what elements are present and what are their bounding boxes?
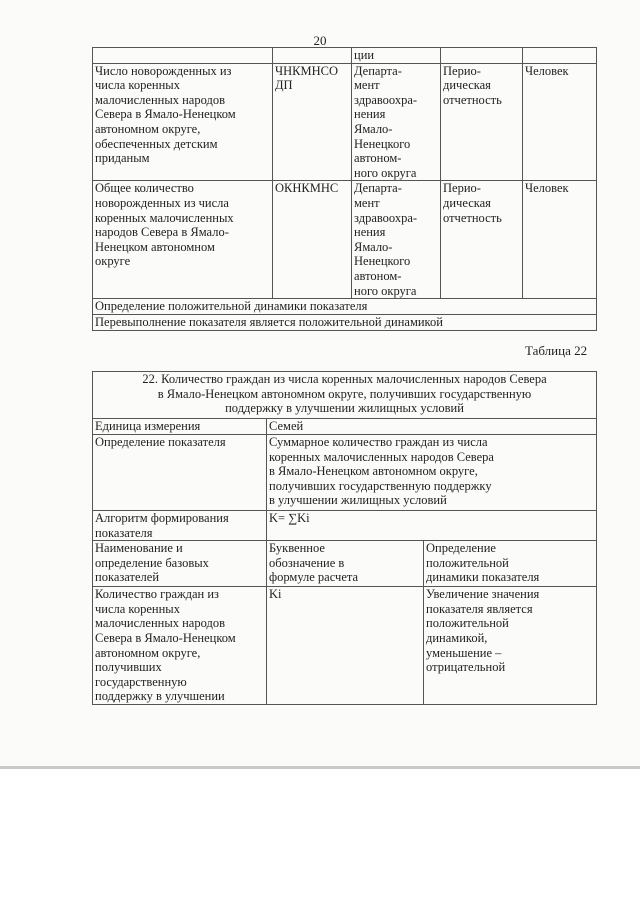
indicator-table-21 [92, 47, 597, 331]
dynamics-cell: Увеличение значения показателя является положительной динамикой, уменьшение – отрицательной [424, 587, 597, 705]
indicator-name-cell: Общее количество новорожденных из числа коренных малочисленных народов Севера в Ямало- Ненецком автономном округе [93, 181, 273, 299]
definition-value: Суммарное количество граждан из числа коренных малочисленных народов Севера в Ямало-Ненецком автономном округе, получивших государственную поддержку в улучшении жилищных условий [267, 435, 597, 511]
table-row [93, 541, 597, 587]
dynamics-text: Перевыполнение показателя является положительной динамикой [93, 315, 597, 331]
definition-label: Определение показателя [93, 435, 267, 511]
indicator-unit-cell: Человек [523, 63, 597, 181]
table-cell [523, 48, 597, 64]
page-number: 20 [313, 33, 327, 48]
column-header: Определение положительной динамики показателя [424, 541, 597, 587]
table-row [93, 372, 597, 419]
table-caption: Таблица 22 [525, 343, 588, 358]
table-cell: ции [352, 48, 441, 64]
table-cell [93, 48, 273, 64]
unit-value: Семей [267, 419, 597, 435]
indicator-source-cell: Департа- мент здравоохра- нения Ямало- Ненецкого автоном- ного округа [352, 63, 441, 181]
table-row [93, 181, 597, 299]
table-row [93, 315, 597, 331]
indicator-code-cell: ЧНКМНСО ДП [273, 63, 352, 181]
table-row [93, 299, 597, 315]
formula-symbol-cell: Ki [267, 587, 424, 705]
indicator-name-cell: Число новорожденных из числа коренных малочисленных народов Севера в Ямало-Ненецком автономном округе, обеспеченных детским приданым [93, 63, 273, 181]
indicator-table-22 [92, 371, 597, 705]
indicator-period-cell: Перио- дическая отчетность [441, 63, 523, 181]
indicator-code-cell: ОКНКМНС [273, 181, 352, 299]
column-header: Наименование и определение базовых показателей [93, 541, 267, 587]
table-row [93, 48, 597, 64]
table-title: 22. Количество граждан из числа коренных малочисленных народов Севера в Ямало-Ненецком автономном округе, получивших государственную поддержку в улучшении жилищных условий [93, 372, 597, 419]
indicator-unit-cell: Человек [523, 181, 597, 299]
table-row [93, 63, 597, 181]
table-row [93, 435, 597, 511]
table-cell [273, 48, 352, 64]
table-row [93, 587, 597, 705]
table-cell [441, 48, 523, 64]
column-header: Буквенное обозначение в формуле расчета [267, 541, 424, 587]
table-row [93, 511, 597, 541]
indicator-period-cell: Перио- дическая отчетность [441, 181, 523, 299]
table-row [93, 419, 597, 435]
algorithm-label: Алгоритм формирования показателя [93, 511, 267, 541]
algorithm-formula: K= ∑Ki [267, 511, 597, 541]
indicator-source-cell: Департа- мент здравоохра- нения Ямало- Ненецкого автоном- ного округа [352, 181, 441, 299]
unit-label: Единица измерения [93, 419, 267, 435]
base-indicator-cell: Количество граждан из числа коренных малочисленных народов Севера в Ямало-Ненецком автономном округе, получивших государственную поддержку в улучшении [93, 587, 267, 705]
page-edge [0, 766, 640, 769]
dynamics-header: Определение положительной динамики показателя [93, 299, 597, 315]
